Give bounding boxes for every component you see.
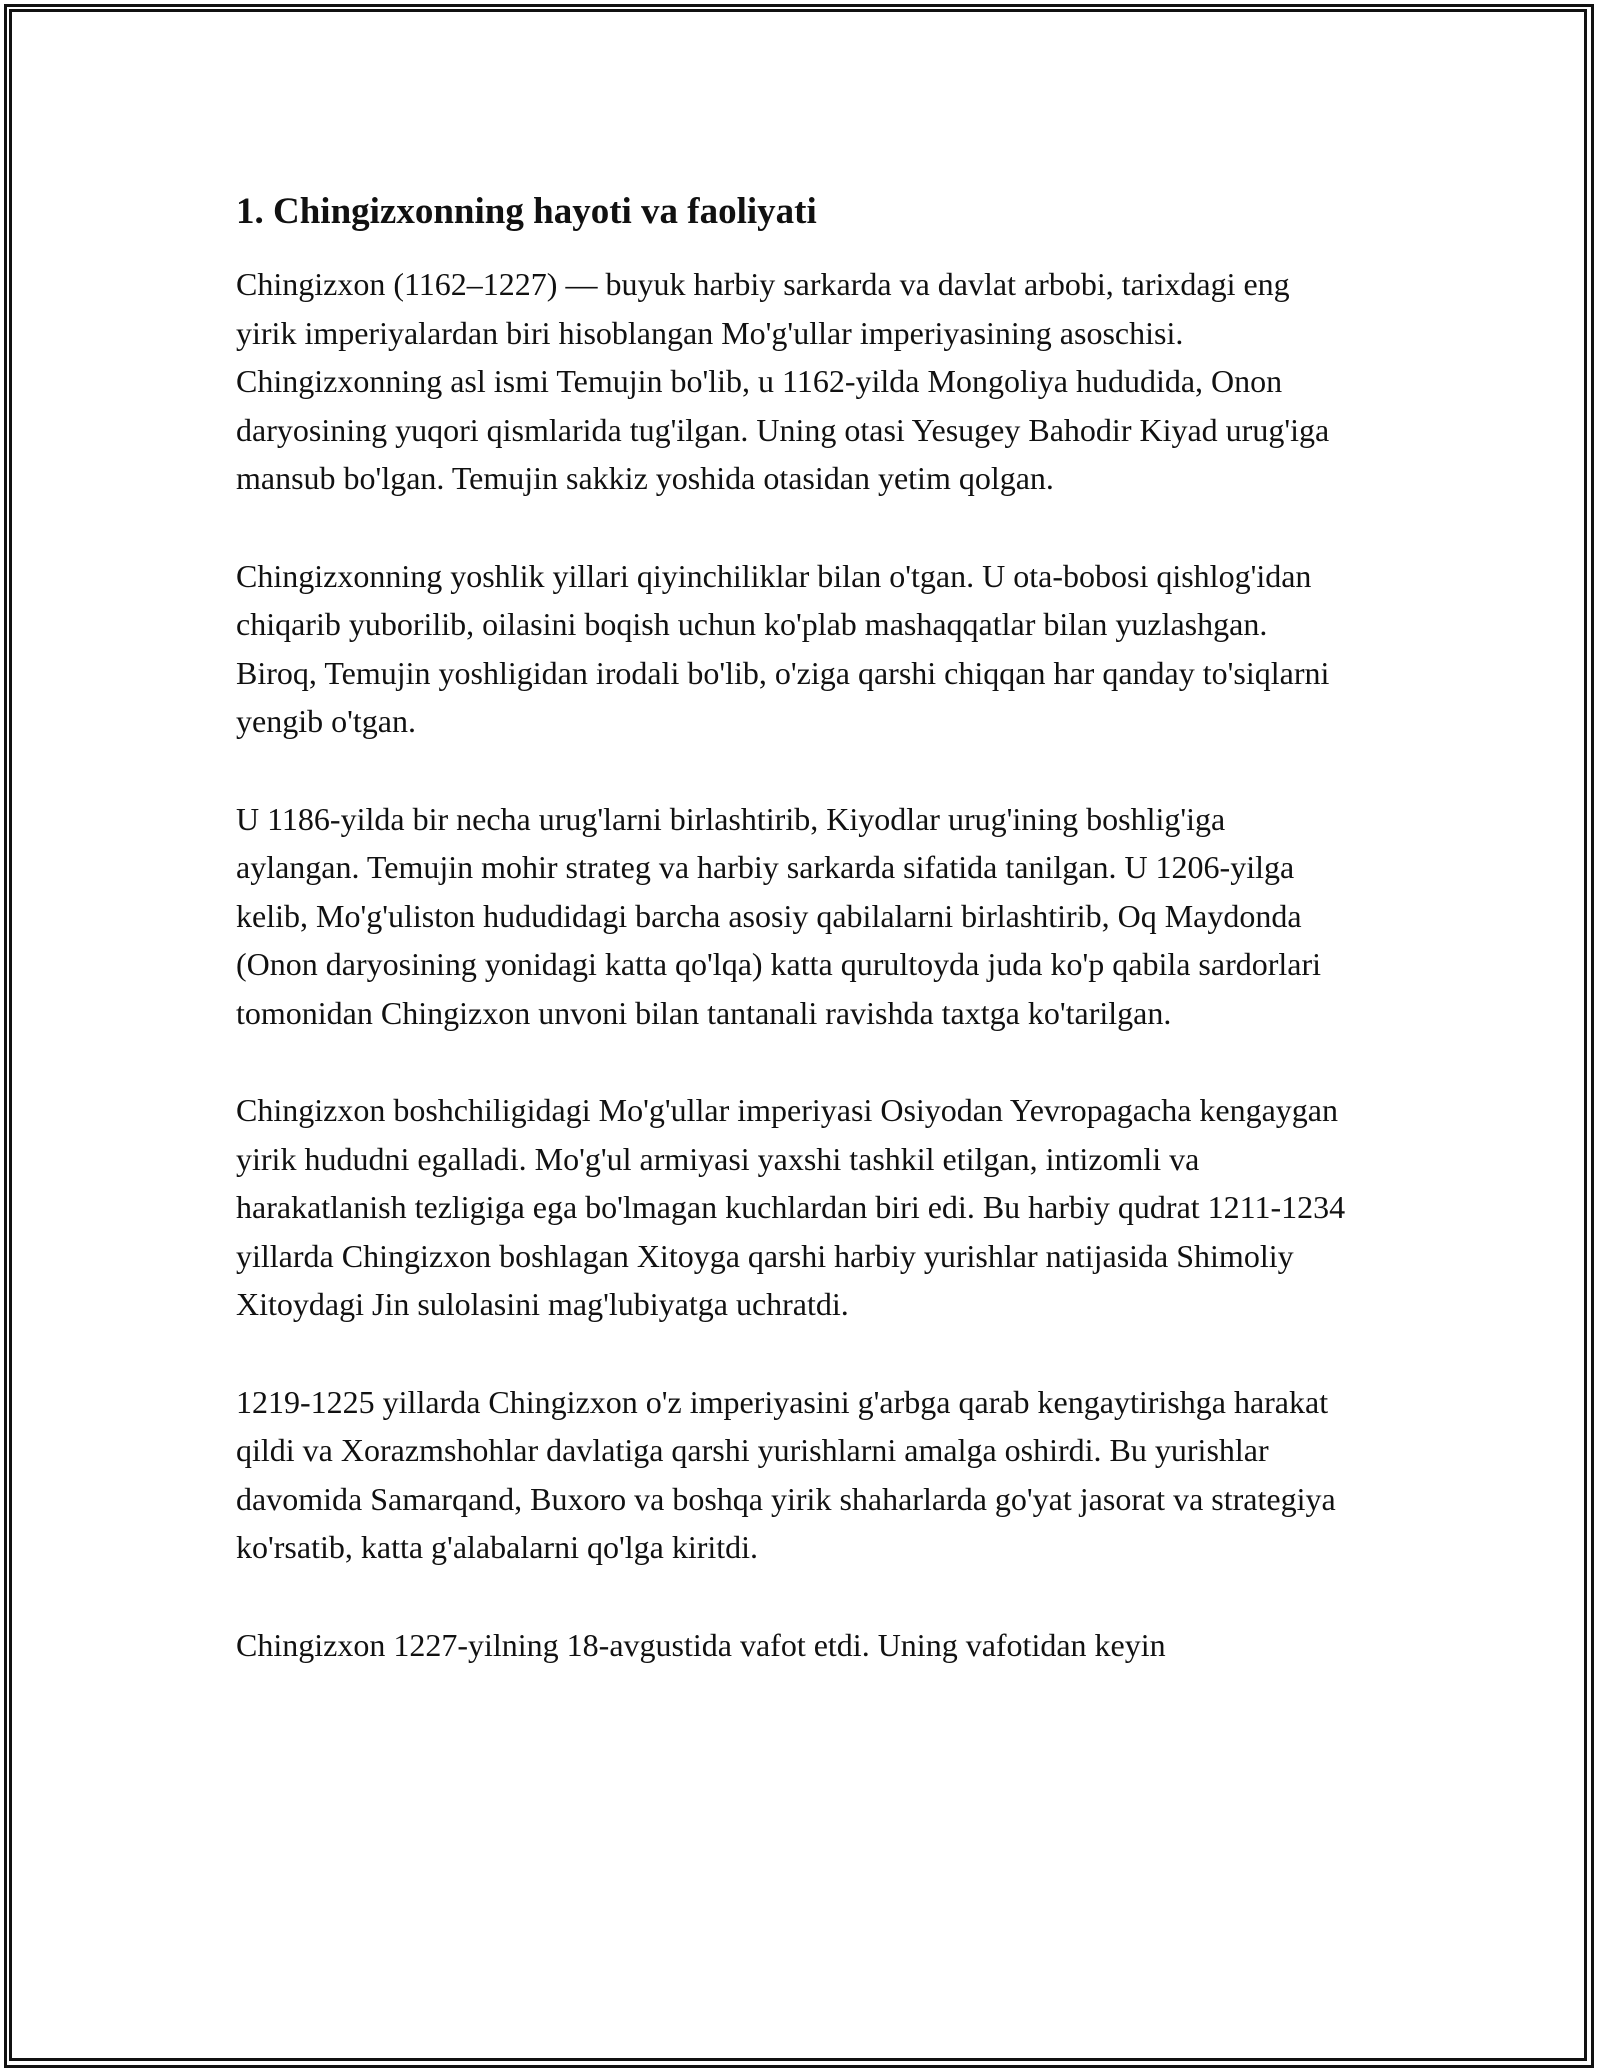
paragraph-3: U 1186-yilda bir necha urug'larni birlashtirib, Kiyodlar urug'ining boshlig'iga aylangan. Temujin mohir strateg va harbiy sarkarda sifatida tanilgan. U 1206-yilga kelib, Mo'g'uliston hududidagi barcha asosiy qabilalarni birlashtirib, Oq Maydonda (Onon daryosining yonidagi katta qo'lqa) katta qurultoyda juda ko'p qabila sardorlari tomonidan Chingizxon unvoni bilan tantanali ravishda taxtga ko'tarilgan. — [236, 800, 1322, 1031]
paragraph-1: Chingizxon (1162–1227) — buyuk harbiy sarkarda va davlat arbobi, tarixdagi eng yirik imperiyalardan biri hisoblangan Mo'g'ullar imperiyasining asoschisi. Chingizxonning asl ismi Temujin bo'lib, u 1162-yilda Mongoliya hududida, Onon daryosining yuqori qismlarida tug'ilgan. Uning otasi Yesugey Bahodir Kiyad urug'iga mansub bo'lgan. Temujin sakkiz yoshida otasidan yetim qolgan. — [236, 266, 1330, 496]
document-body — [236, 186, 1356, 1718]
paragraph-2: Chingizxonning yoshlik yillari qiyinchiliklar bilan o'tgan. U ota-bobosi qishlog'idan chiqarib yuborilib, oilasini boqish uchun ko'plab mashaqqatlar bilan yuzlashgan. Biroq, Temujin yoshligidan irodali bo'lib, o'ziga qarshi chiqqan har qanday to'siqlarni yengib o'tgan. — [236, 557, 1330, 739]
paragraph-5: 1219-1225 yillarda Chingizxon o'z imperiyasini g'arbga qarab kengaytirishga harakat qildi va Xorazmshohlar davlatiga qarshi yurishlarni amalga oshirdi. Bu yurishlar davomida Samarqand, Buxoro va boshqa yirik shaharlarda go'yat jasorat va strategiya ko'rsatib, katta g'alabalarni qo'lga kiritdi. — [236, 1383, 1336, 1565]
paragraph-4: Chingizxon boshchiligidagi Mo'g'ullar imperiyasi Osiyodan Yevropagacha kengaygan yirik hududni egalladi. Mo'g'ul armiyasi yaxshi tashkil etilgan, intizomli va harakatlanish tezligiga ega bo'lmagan kuchlardan biri edi. Bu harbiy qudrat 1211-1234 yillarda Chingizxon boshlagan Xitoyga qarshi harbiy yurishlar natijasida Shimoliy Xitoydagi Jin sulolasini mag'lubiyatga uchratdi. — [236, 1092, 1346, 1322]
section-heading: 1. Chingizxonning hayoti va faoliyati — [236, 191, 817, 232]
paragraph-6: Chingizxon 1227-yilning 18-avgustida vafot etdi. Uning vafotidan keyin — [236, 1626, 1166, 1663]
